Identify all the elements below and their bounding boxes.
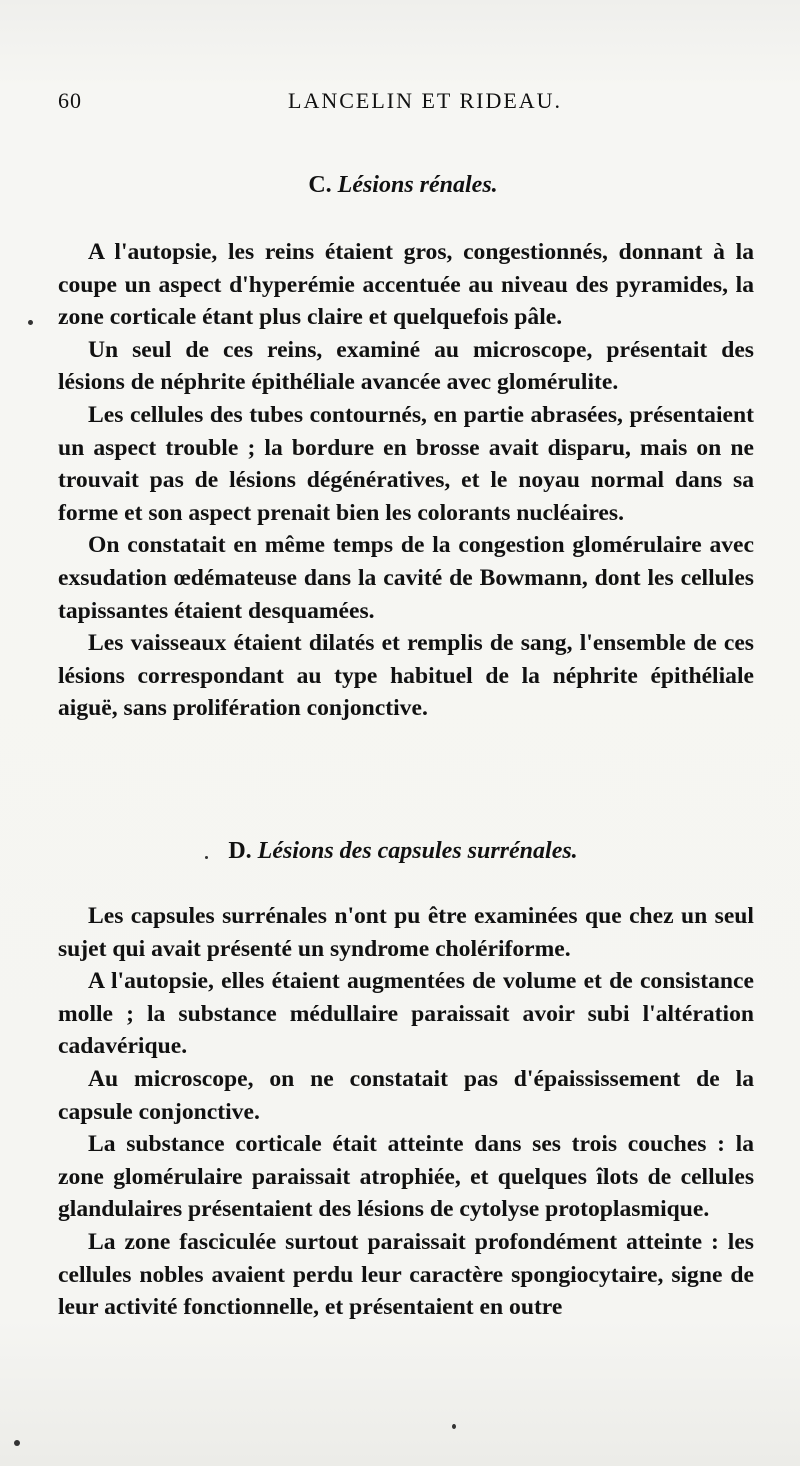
paragraph: Les cellules des tubes contournés, en partie abrasées, présentaient un aspect trouble ; la bordure en brosse avait disparu, mais on ne trouvait pas de lésions dégénératives, et le noyau normal dans sa forme et son aspect prenait bien les colorants nucléaires. [58,401,754,526]
paragraph: A l'autopsie, elles étaient augmentées de volume et de consistance molle ; la substance médullaire paraissait avoir subi l'altération cadavérique. [58,968,754,1060]
section-heading-c [58,172,748,199]
paragraph: Un seul de ces reins, examiné au microscope, présentait des lésions de néphrite épithéliale avancée avec glomérulite. [58,336,754,396]
paragraph: Au microscope, on ne constatait pas d'épaississement de la capsule conjonctive. [58,1065,754,1125]
running-title: LANCELIN ET RIDEAU. [288,88,563,113]
paragraph: On constatait en même temps de la congestion glomérulaire avec exsudation œdémateuse dans la cavité de Bowmann, dont les cellules tapissantes étaient desquamées. [58,532,754,624]
paragraph: A l'autopsie, les reins étaient gros, congestionnés, donnant à la coupe un aspect d'hyperémie accentuée au niveau des pyramides, la zone corticale étant plus claire et quelquefois pâle. [58,239,754,331]
paragraph: Les vaisseaux étaient dilatés et remplis de sang, l'ensemble de ces lésions correspondant au type habituel de la néphrite épithéliale aiguë, sans prolifération conjonctive. [58,630,754,722]
page-number: 60 [58,88,82,113]
paragraph: Les capsules surrénales n'ont pu être examinées que chez un seul sujet qui avait présenté un syndrome cholériforme. [58,903,754,962]
paragraph: La zone fasciculée surtout paraissait profondément atteinte : les cellules nobles avaient perdu leur caractère spongiocytaire, signe de leur activité fonctionnelle, et présentaient en outre [58,1228,754,1321]
paragraph: La substance corticale était atteinte dans ses trois couches : la zone glomérulaire paraissait atrophiée, et quelques îlots de cellules glandulaires présentaient des lésions de cytolyse protoplasmique. [58,1131,754,1223]
running-header [58,88,748,118]
section-heading-d [58,838,748,865]
section-title: Lésions rénales. [337,172,498,198]
section-d-body [58,900,754,1324]
section-letter: C. [308,172,332,198]
section-letter: D. [228,838,252,864]
section-title: Lésions des capsules surrénales. [257,838,578,864]
section-c-body [58,236,754,725]
